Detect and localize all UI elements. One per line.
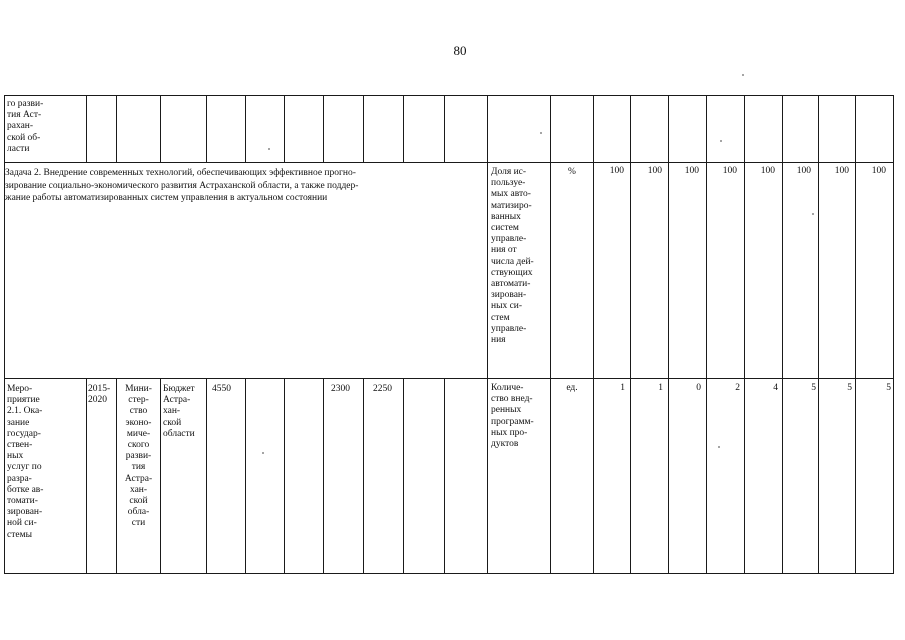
measure21-indicator: Количе- ство внед- ренных программ- ных про- дуктов bbox=[491, 383, 534, 450]
table-rule-task2 bbox=[4, 162, 894, 163]
measure21-value: 2 bbox=[735, 383, 740, 393]
table-col-line bbox=[487, 95, 488, 573]
table-col-line bbox=[444, 378, 445, 573]
measure21-value: 5 bbox=[811, 383, 816, 393]
table-col-line bbox=[363, 378, 364, 573]
scan-speck bbox=[268, 148, 270, 150]
measure21-total: 4550 bbox=[212, 384, 231, 394]
scan-speck bbox=[720, 140, 722, 142]
table-col-line bbox=[323, 378, 324, 573]
measure21-period: 2015- 2020 bbox=[88, 384, 111, 406]
table-col-line bbox=[893, 95, 894, 573]
table-col-line bbox=[206, 378, 207, 573]
prev-row-program-cell: го разви- тия Аст- рахан- ской об- ласти bbox=[7, 99, 44, 154]
task2-title: Задача 2. Внедрение современных технологий, обеспечивающих эффективное прогно- зирование социально-экономического развития Астраханской области, а также поддер- жание работы автоматизированных систем управления в актуальном состоянии bbox=[5, 168, 359, 203]
table-col-line bbox=[403, 378, 404, 573]
table-col-line bbox=[86, 95, 87, 162]
table-col-line bbox=[403, 95, 404, 162]
table-col-line bbox=[245, 378, 246, 573]
measure21-unit: ед. bbox=[566, 383, 578, 393]
task2-value: 100 bbox=[834, 166, 849, 176]
table-col-line bbox=[160, 95, 161, 162]
measure21-executor: Мини- стер- ство эконо- миче- ского разви- тия Астра- хан- ской обла- сти bbox=[124, 384, 153, 529]
table-col-line bbox=[323, 95, 324, 162]
task2-value: 100 bbox=[871, 166, 886, 176]
table-col-line bbox=[284, 95, 285, 162]
task2-unit: % bbox=[568, 167, 576, 177]
measure21-value: 5 bbox=[886, 383, 891, 393]
measure21-value: 1 bbox=[658, 383, 663, 393]
scan-speck bbox=[742, 74, 744, 76]
measure21-value: 5 bbox=[847, 383, 852, 393]
measure21-year-value: 2250 bbox=[373, 384, 392, 394]
table-col-line bbox=[116, 95, 117, 162]
table-col-line bbox=[206, 95, 207, 162]
table-col-line bbox=[444, 95, 445, 162]
table-col-line bbox=[245, 95, 246, 162]
table-col-line bbox=[284, 378, 285, 573]
task2-value: 100 bbox=[684, 166, 699, 176]
measure21-value: 4 bbox=[773, 383, 778, 393]
measure21-funding-source: Бюджет Астра- хан- ской области bbox=[163, 384, 195, 439]
measure21-name: Меро- приятие 2.1. Ока- зание государ- ствен- ных услуг по разра- ботке ав- томати- зирован- ной си- стемы bbox=[7, 384, 44, 540]
task2-value: 100 bbox=[722, 166, 737, 176]
table-col-line bbox=[160, 378, 161, 573]
task2-value: 100 bbox=[796, 166, 811, 176]
table-rule-measure bbox=[4, 378, 894, 379]
scan-speck bbox=[540, 132, 542, 134]
measure21-value: 0 bbox=[696, 383, 701, 393]
table-col-line bbox=[363, 95, 364, 162]
table-rule-bottom bbox=[4, 573, 894, 574]
task2-value: 100 bbox=[760, 166, 775, 176]
measure21-value: 1 bbox=[620, 383, 625, 393]
scan-speck bbox=[262, 452, 264, 454]
table-col-line bbox=[86, 378, 87, 573]
task2-value: 100 bbox=[647, 166, 662, 176]
task2-indicator: Доля ис- пользуе- мых авто- матизиро- ванных систем управле- ния от числа дей- ствующих автомати- зирован- ных си- стем управле- ния bbox=[491, 167, 534, 346]
task2-value: 100 bbox=[609, 166, 624, 176]
scan-speck bbox=[718, 446, 720, 448]
table-rule-top bbox=[4, 95, 894, 96]
page-number: 80 bbox=[453, 43, 467, 58]
scan-speck bbox=[812, 213, 814, 215]
measure21-year-value: 2300 bbox=[331, 384, 350, 394]
